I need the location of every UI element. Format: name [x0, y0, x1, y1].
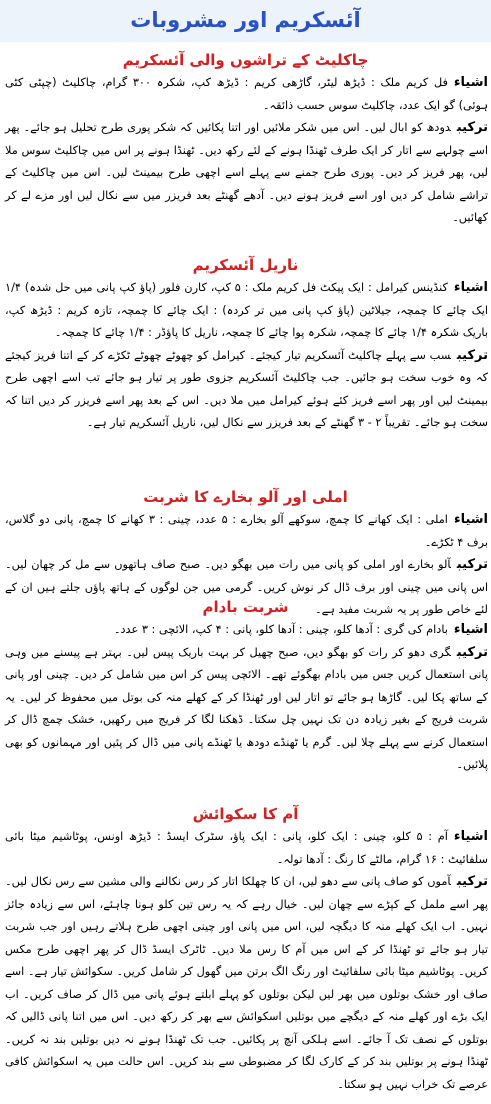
ingredients-text: آم : ۵ کلو، چینی : ایک کلو، پانی : ایک پاؤ، سٹرک ایسڈ : ڈیڑھ اونس، پوٹاشیم میٹا بائی سلفائیٹ : ۱۶ گرام، مالٹے کا رنگ : آدھا تولہ۔: [5, 830, 488, 866]
page-title: آئسکریم اور مشروبات: [0, 0, 491, 42]
ingredients-text: کنڈینس کیرامل : ایک پیکٹ فل کریم ملک : ۵ کپ، کارن فلور (پاؤ کپ پانی میں حل شدہ) ۱/۴ ایک چائے کا چمچہ، جیلاٹین (پاؤ کپ پانی میں تر کردہ) : ایک چائے کا چمچہ، تازہ کریم : ڈیڑھ کپ، باریک شکرہ ۱/۴ چائے کا چمچہ، شکرہ پوا چائے کا چمچہ، ناریل کا پاؤڈر : ۱/۴ چائے کا چمچہ۔: [5, 281, 488, 339]
ingredients-label: اشیاء: [453, 512, 489, 527]
recipe-title: ناریل آئسکریم: [192, 256, 299, 274]
recipe-almond-sharbat: [0, 595, 491, 777]
ingredients-paragraph: [0, 277, 491, 345]
recipe-mango-squash: [0, 802, 491, 1096]
ingredients-paragraph: [0, 509, 491, 554]
method-text: آلو بخارے اور املی کو پانی میں رات میں بھگو دیں۔ صبح صاف ہاتھوں سے مل کر چھان لیں۔ اس پانی میں چینی اور برف ڈال کر نوش کریں۔ گرمی میں جن لوگوں کے ہاتھ پاؤں جلتے ہیں ان کے لئے خاص طور پر یہ شربت مفید ہے۔: [5, 558, 488, 616]
method-text: دودھ کو ابال لیں۔ اس میں شکر ملائیں اور اتنا پکائیں کہ شکر پوری طرح تحلیل ہو جائے۔ پھر اسے چولہے سے اتار کر ایک طرف ٹھنڈا ہونے کے لئے رکھ دیں۔ ٹھنڈا ہونے پر اس میں چاکلیٹ سوس ملا لیں، پھر فریز کر دیں۔ پوری طرح جمنے سے پہلے اسے اچھی طرح بیمینٹ لیں۔ اس میں چاکلیٹ کے تراشے شامل کر دیں اور اسے فریز ہونے دیں۔ آدھے گھنٹے بعد فریزر میں سے نکال لیں اور مزے لے کر کھائیں۔: [5, 121, 488, 224]
ingredients-text: املی : ایک کھانے کا چمچ، سوکھے آلو بخارے : ۵ عدد، چینی : ۳ کھانے کا چمچ، پانی دو گلاس، برف ۴ ٹکڑے۔: [5, 513, 488, 549]
recipe-title: آم کا سکوائش: [192, 805, 299, 823]
ingredients-label: اشیاء: [453, 622, 488, 637]
method-paragraph: [0, 871, 491, 1096]
method-paragraph: [0, 642, 491, 777]
method-paragraph: [0, 345, 491, 435]
ingredients-text: فل کریم ملک : ڈیڑھ لیٹر، گاڑھی کریم : ڈیڑھ کپ، شکرہ ۳۰۰ گرام، چاکلیٹ (چپٹی کٹی ہوئی) گو ایک عدد، چاکلیٹ سوس حسب ذائقہ۔: [5, 76, 488, 112]
method-paragraph: [0, 117, 491, 230]
recipe-title: شربت بادام: [202, 598, 289, 616]
method-label: ترکیب: [456, 557, 488, 572]
recipe-coconut-ice-cream: [0, 253, 491, 435]
ingredients-paragraph: [0, 72, 491, 117]
recipe-title: چاکلیٹ کے تراشوں والی آئسکریم: [122, 51, 369, 69]
ingredients-text: بادام کی گری : آدھا کلو، چینی : آدھا کلو، پانی : ۴ کپ، الائچی : ۳ عدد۔: [113, 623, 448, 636]
method-text: سب سے پہلے چاکلیٹ آئسکریم تیار کیجئے۔ کیرامل کو چھوٹے چھوٹے ٹکڑے کر کے اتنا فریز کیجئے کہ وہ خوب سخت ہو جائیں۔ جب چاکلیٹ آئسکریم جزوی طور پر تیار ہو جائے تب اسے اچھی طرح بیمینٹ لیں اور پھر اسے فریز کئے ہوئے کیرامل میں ملا دیں۔ اس کے بعد پھر اسے فریزر کر دیں اتنا کہ سخت ہو جائے۔ تقریباً ۲ - ۳ گھنٹے کے بعد فریزر سے نکال لیں، ناریل آئسکریم تیار ہے۔: [5, 348, 488, 429]
method-text: آموں کو صاف پانی سے دھو لیں، ان کا چھلکا اتار کر رس نکالنے والی مشین سے رس نکال لیں۔ پھر اسے ململ کے کپڑے سے چھان لیں۔ خیال رہے کہ یہ رس تین کلو ہونا چاہئے، اس سے زیادہ جائز نہیں۔ اب ایک کھلے منہ کا دیگچہ لیں، اس میں پانی اور چینی اچھی طرح ہلاتے رہیں اور جب شربت تیار ہو جائے تو ٹھنڈا کر کے اس میں آم کا رس ملا دیں۔ ٹاٹرک ایسڈ ڈال کر پھر اچھی طرح مکس کریں۔ پوٹاشیم میٹا بائی سلفائیٹ اور رنگ الگ برتن میں گھول کر شامل کریں۔ سکوائش تیار ہے۔ اسے صاف اور خشک بوتلوں میں بھر لیں لیکن بوتلوں کو پہلے ابلتے ہوئے پانی میں ڈال کر صاف کریں۔ اب ایک بڑے اور کھلے منہ کے دیگچے میں بوتلیں اسکوائش سے بھر کر رکھ دیں۔ اس میں اتنا پانی ڈالیں کہ بوتلوں کے نصف تک آ جائے۔ اسے ہلکی آنچ پر پکائیں۔ جب تک ٹھنڈا ہونے نہ دیں بوتلیں بند نہ کریں۔ ٹھنڈا ہونے پر بوتلیں بند کر کے کارک لگا کر مضبوطی سے بند کریں۔ اس حالت میں یہ اسکوائش کافی عرصے تک خراب نہیں ہو سکتا۔: [5, 875, 488, 1091]
ingredients-label: اشیاء: [453, 280, 488, 295]
method-label: ترکیب: [456, 120, 488, 135]
method-text: گری دھو کر رات کو بھگو دیں، صبح چھیل کر بہت باریک پیس لیں۔ بہتر ہے پیسنے میں وہی پانی استعمال کریں جس میں بادام بھگوئے تھے۔ الائچی پیس کر اس میں شامل کر دیں۔ چینی اور پانی کے ساتھ پکا لیں۔ گاڑھا ہو جائے تو اتار لیں اور ٹھنڈا کر کے کھلے منہ کی بوتل میں محفوظ کر لیں۔ یہ شربت فریج کے بغیر زیادہ دن تک نہیں چل سکتا۔ ڈھکنا لگا کر فریج میں رکھیں، خشک چمچ ڈال کر استعمال کرنے سے پہلے چلا لیں۔ گرم یا ٹھنڈے دودھ یا ٹھنڈے پانی میں ڈال کر پئیں اور مہمانوں کو بھی پلائیں۔: [5, 645, 488, 771]
method-label: ترکیب: [456, 347, 488, 363]
ingredients-paragraph: [0, 619, 491, 642]
ingredients-label: اشیاء: [453, 829, 488, 844]
recipe-chocolate-chip-ice-cream: [0, 48, 491, 230]
method-label: ترکیب: [456, 874, 488, 889]
ingredients-label: اشیاء: [453, 75, 488, 90]
recipe-title: املی اور آلو بخارے کا شربت: [143, 488, 348, 506]
ingredients-paragraph: [0, 826, 491, 871]
method-label: ترکیب: [456, 644, 488, 660]
